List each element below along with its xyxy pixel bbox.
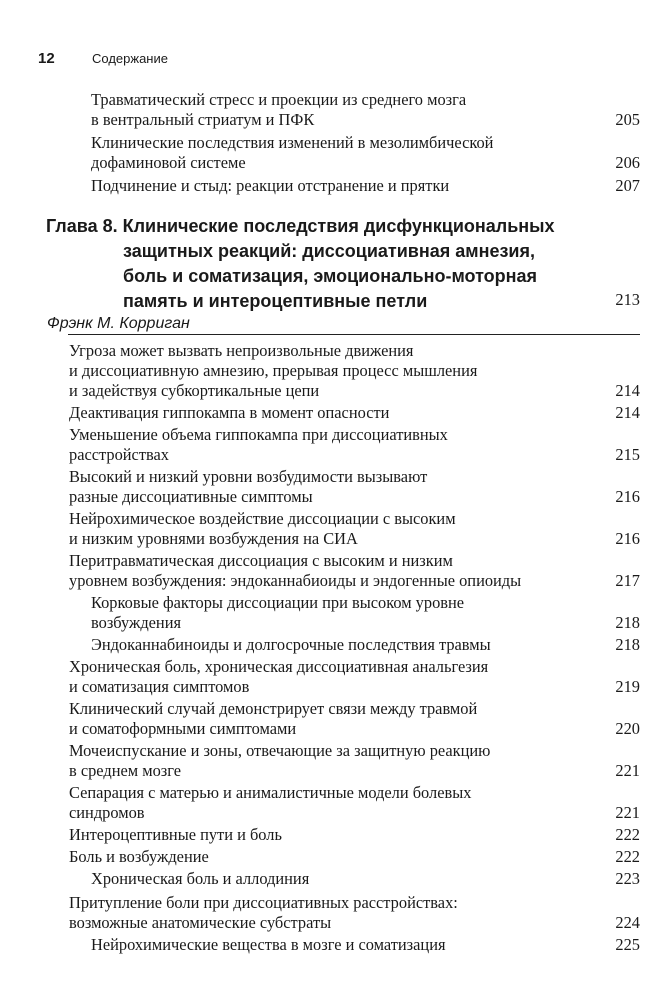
toc-entry-line: Перитравматическая диссоциация с высоким и низким [69,551,453,570]
toc-entry-line: расстройствах [69,445,169,464]
toc-entry-line: Притупление боли при диссоциативных расстройствах: [69,893,458,912]
toc-entry-line: и соматизация симптомов [69,677,250,696]
toc-entry [69,467,427,507]
toc-page-number: 206 [615,153,640,172]
toc-entry-line: Нейрохимическое воздействие диссоциации с высоким [69,509,456,528]
toc-entry [91,593,464,633]
page-number: 12 [38,50,55,67]
toc-entry-line: Хроническая боль, хроническая диссоциативная анальгезия [69,657,489,676]
chapter-title-line: Глава 8. Клинические последствия дисфункциональных [46,216,555,236]
divider [68,334,640,335]
toc-page-number: 205 [615,110,640,129]
toc-entry-line: в среднем мозге [69,761,182,780]
toc-page-number: 216 [615,529,640,548]
chapter-page-number: 213 [615,290,640,309]
toc-page-number: 215 [615,445,640,464]
toc-page-number: 222 [615,825,640,844]
toc-entry [69,825,282,845]
chapter-title-line: боль и соматизация, эмоционально-моторная [123,266,538,286]
toc-page-number: 224 [615,913,640,932]
toc-entry [91,869,309,889]
running-head: Содержание [92,51,168,66]
toc-entry-line: Сепарация с матерью и анималистичные модели болевых [69,783,472,802]
toc-entry-line: Нейрохимические вещества в мозге и соматизация [91,935,446,954]
toc-entry [91,133,493,173]
toc-entry [69,741,490,781]
toc-entry [69,425,448,465]
toc-entry [91,635,491,655]
toc-entry-line: Интероцептивные пути и боль [69,825,282,844]
toc-entry-line: Корковые факторы диссоциации при высоком уровне [91,593,465,612]
toc-page-number: 221 [615,803,640,822]
toc-entry [69,657,488,697]
toc-entry [91,176,449,196]
toc-entry-line: Угроза может вызвать непроизвольные движения [69,341,414,360]
toc-entry-line: синдромов [69,803,145,822]
toc-entry-line: уровнем возбуждения: эндоканнабиоиды и эндогенные опиоиды [69,571,522,590]
toc-entry [69,551,521,591]
toc-entry-line: возможные анатомические субстраты [69,913,332,932]
toc-entry-line: в вентральный стриатум и ПФК [91,110,315,129]
toc-page-number: 217 [615,571,640,590]
toc-entry-line: разные диссоциативные симптомы [69,487,313,506]
toc-entry-line: и задействуя субкортикальные цепи [69,381,320,400]
toc-entry-line: Клинический случай демонстрирует связи между травмой [69,699,478,718]
toc-entry [69,341,477,401]
toc-entry [69,847,209,867]
chapter-author: Фрэнк М. Корриган [47,315,190,332]
toc-entry-line: и диссоциативную амнезию, прерывая процесс мышления [69,361,478,380]
toc-entry [69,403,389,423]
toc-entry-line: Хроническая боль и аллодиния [91,869,310,888]
toc-page-number: 219 [615,677,640,696]
toc-entry-line: Травматический стресс и проекции из среднего мозга [91,90,467,109]
toc-entry [91,90,466,130]
toc-entry [69,699,477,739]
chapter-title-line: защитных реакций: диссоциативная амнезия, [123,241,535,261]
toc-page-number: 207 [615,176,640,195]
toc-page-number: 225 [615,935,640,954]
toc-entry-line: Боль и возбуждение [69,847,209,866]
toc-entry [69,783,471,823]
toc-entry-line: Эндоканнабиноиды и долгосрочные последствия травмы [91,635,491,654]
toc-entry [91,935,446,955]
toc-page-number: 214 [615,403,640,422]
toc-entry-line: возбуждения [91,613,182,632]
toc-entry-line: дофаминовой системе [91,153,246,172]
toc-page-number: 214 [615,381,640,400]
toc-entry [69,509,456,549]
toc-entry-line: Мочеиспускание и зоны, отвечающие за защитную реакцию [69,741,491,760]
toc-page-number: 220 [615,719,640,738]
chapter-title-line: память и интероцептивные петли [123,291,428,311]
toc-page-number: 218 [615,635,640,654]
toc-page-number: 216 [615,487,640,506]
toc-entry-line: и низким уровнями возбуждения на СИА [69,529,358,548]
toc-entry-line: Высокий и низкий уровни возбудимости вызывают [69,467,428,486]
toc-entry-line: Уменьшение объема гиппокампа при диссоциативных [69,425,448,444]
toc-page-number: 222 [615,847,640,866]
toc-entry [69,893,458,933]
toc-entry-line: Деактивация гиппокампа в момент опасности [69,403,390,422]
toc-entry-line: и соматоформными симптомами [69,719,297,738]
toc-entry-line: Клинические последствия изменений в мезолимбической [91,133,494,152]
toc-entry-line: Подчинение и стыд: реакции отстранение и прятки [91,176,450,195]
toc-page-number: 218 [615,613,640,632]
chapter-title [46,214,606,314]
toc-page-number: 221 [615,761,640,780]
toc-page-number: 223 [615,869,640,888]
